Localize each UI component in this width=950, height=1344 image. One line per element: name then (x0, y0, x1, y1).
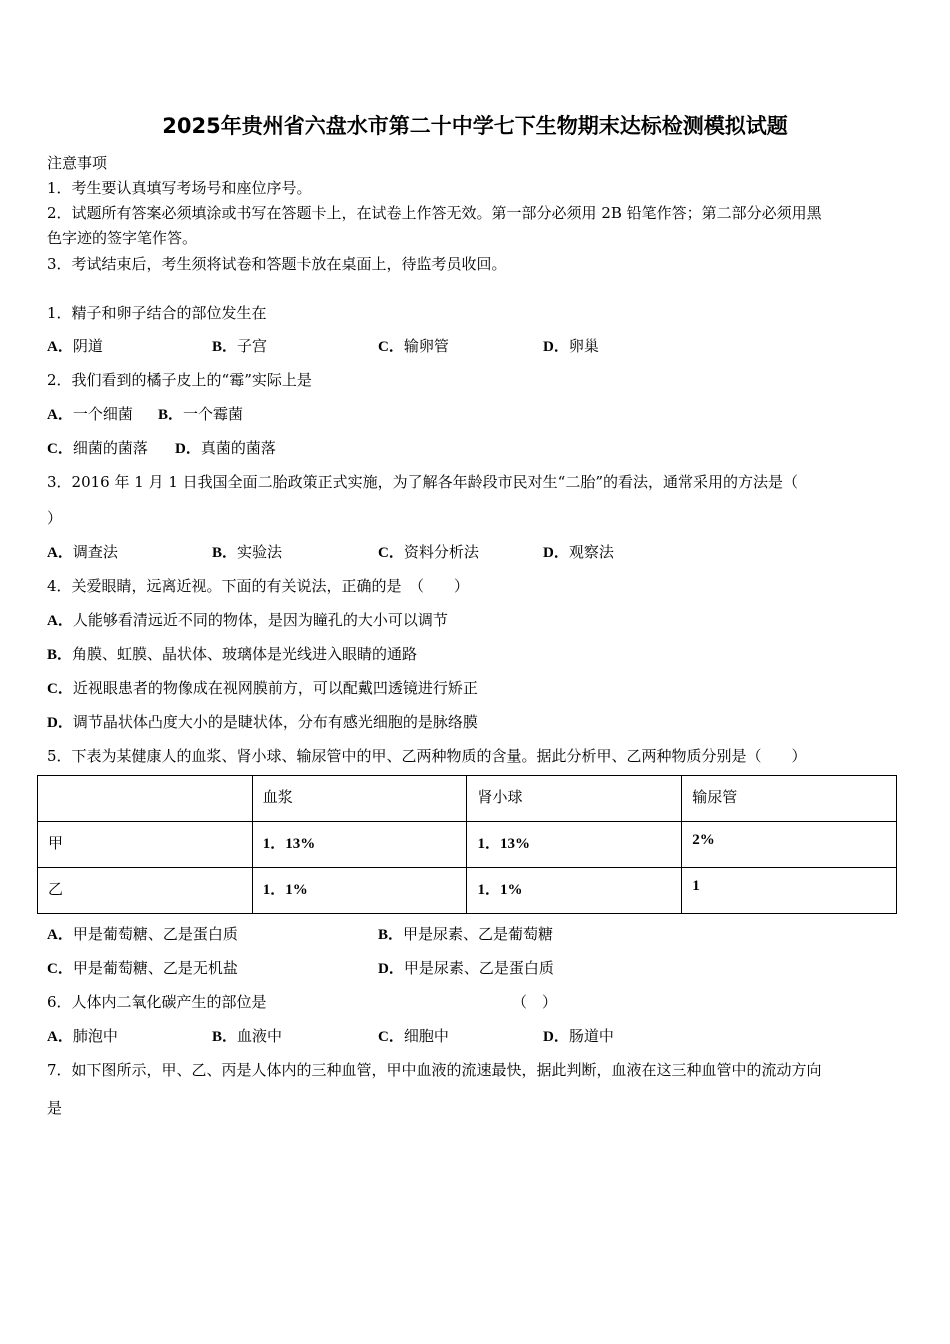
question-6-answer-blank: （ ） (512, 993, 558, 1011)
option-text: 真菌的菌落 (200, 439, 276, 457)
page-title: 2025年贵州省六盘水市第二十中学七下生物期末达标检测模拟试题 (162, 114, 788, 138)
q6-option-b[interactable] (212, 1025, 282, 1046)
option-text: 子宫 (237, 337, 268, 355)
table-header-cell (38, 776, 253, 822)
q2-option-a[interactable] (47, 403, 133, 424)
table-cell: 1．1% (252, 868, 467, 914)
table-row (38, 868, 897, 914)
question-3-stem: 3．2016 年 1 月 1 日我国全面二胎政策正式实施，为了解各年龄段市民对生“二胎”的看法，通常采用的方法是（ (47, 473, 798, 491)
q3-option-d[interactable] (543, 541, 614, 562)
notice-item: 1．考生要认真填写考场号和座位序号。 (47, 179, 312, 197)
question-4-stem: 4．关爱眼睛，远离近视。下面的有关说法，正确的是 （ ） (47, 577, 470, 595)
q5-option-d[interactable] (378, 957, 554, 978)
option-letter: B． (212, 1029, 238, 1045)
option-text: 人能够看清远近不同的物体，是因为瞳孔的大小可以调节 (72, 611, 448, 629)
option-text: 细菌的菌落 (72, 439, 148, 457)
notice-heading: 注意事项 (47, 154, 108, 172)
question-7-stem-end: 是 (47, 1099, 63, 1117)
question-1-stem: 1．精子和卵子结合的部位发生在 (47, 304, 267, 322)
q4-option-d[interactable] (47, 711, 478, 732)
table-cell: 2% (682, 822, 897, 868)
option-text: 实验法 (237, 543, 283, 561)
option-letter: B． (212, 545, 238, 561)
table-cell: 1．1% (467, 868, 682, 914)
option-letter: D． (543, 545, 569, 561)
option-text: 肠道中 (568, 1027, 614, 1045)
option-text: 细胞中 (403, 1027, 449, 1045)
q1-option-c[interactable] (378, 335, 449, 356)
q5-option-c[interactable] (47, 957, 238, 978)
table-cell: 1．13% (252, 822, 467, 868)
option-text: 一个细菌 (72, 405, 133, 423)
option-letter: A． (47, 927, 73, 943)
q5-option-a[interactable] (47, 923, 238, 944)
table-cell: 1．13% (467, 822, 682, 868)
option-text: 肺泡中 (72, 1027, 118, 1045)
option-text: 甲是葡萄糖、乙是无机盐 (72, 959, 238, 977)
option-text: 角膜、虹膜、晶状体、玻璃体是光线进入眼睛的通路 (72, 645, 418, 663)
data-table (37, 775, 897, 914)
option-letter: C． (378, 545, 404, 561)
q4-option-a[interactable] (47, 609, 448, 630)
question-2-stem: 2．我们看到的橘子皮上的“霉”实际上是 (47, 371, 312, 389)
q6-option-a[interactable] (47, 1025, 118, 1046)
table-cell: 乙 (38, 868, 253, 914)
question-5-stem: 5．下表为某健康人的血浆、肾小球、输尿管中的甲、乙两种物质的含量。据此分析甲、乙两种物质分别是（ ） (47, 747, 807, 765)
option-letter: C． (47, 681, 73, 697)
q3-option-b[interactable] (212, 541, 282, 562)
option-letter: A． (47, 613, 73, 629)
option-text: 调节晶状体凸度大小的是睫状体，分布有感光细胞的是脉络膜 (72, 713, 478, 731)
q6-option-c[interactable] (378, 1025, 449, 1046)
q2-option-b[interactable] (158, 403, 243, 424)
option-letter: A． (47, 407, 73, 423)
option-text: 甲是葡萄糖、乙是蛋白质 (72, 925, 238, 943)
option-letter: C． (378, 1029, 404, 1045)
notice-item: 3．考试结束后，考生须将试卷和答题卡放在桌面上，待监考员收回。 (47, 255, 507, 273)
option-text: 阴道 (72, 337, 103, 355)
option-letter: C． (47, 441, 73, 457)
option-letter: B． (212, 339, 238, 355)
option-text: 资料分析法 (403, 543, 479, 561)
option-letter: D． (378, 961, 404, 977)
option-letter: D． (543, 339, 569, 355)
option-text: 输卵管 (403, 337, 449, 355)
q2-option-c[interactable] (47, 437, 148, 458)
option-text: 近视眼患者的物像成在视网膜前方，可以配戴凹透镜进行矫正 (72, 679, 478, 697)
option-letter: A． (47, 545, 73, 561)
q3-option-a[interactable] (47, 541, 118, 562)
notice-item: 2．试题所有答案必须填涂或书写在答题卡上，在试卷上作答无效。第一部分必须用 2B 铅笔作答；第二部分必须用黑 (47, 204, 822, 222)
table-header-cell: 血浆 (252, 776, 467, 822)
q4-option-b[interactable] (47, 643, 417, 664)
notice-item: 色字迹的签字笔作答。 (47, 229, 198, 247)
option-text: 调查法 (72, 543, 118, 561)
question-7-stem: 7．如下图所示，甲、乙、丙是人体内的三种血管，甲中血液的流速最快，据此判断，血液在这三种血管中的流动方向 (47, 1061, 822, 1079)
table-cell: 甲 (38, 822, 253, 868)
option-letter: B． (47, 647, 73, 663)
option-text: 卵巢 (568, 337, 599, 355)
option-text: 一个霉菌 (183, 405, 244, 423)
option-letter: A． (47, 1029, 73, 1045)
option-letter: D． (175, 441, 201, 457)
option-letter: C． (47, 961, 73, 977)
table-row (38, 822, 897, 868)
q6-option-d[interactable] (543, 1025, 614, 1046)
option-text: 血液中 (237, 1027, 283, 1045)
q1-option-d[interactable] (543, 335, 599, 356)
q1-option-a[interactable] (47, 335, 103, 356)
option-text: 观察法 (568, 543, 614, 561)
q3-option-c[interactable] (378, 541, 479, 562)
table-cell: 1 (682, 868, 897, 914)
option-letter: C． (378, 339, 404, 355)
option-letter: D． (543, 1029, 569, 1045)
table-header-row (38, 776, 897, 822)
question-6-stem: 6．人体内二氧化碳产生的部位是 (47, 993, 267, 1011)
q5-option-b[interactable] (378, 923, 553, 944)
table-header-cell: 输尿管 (682, 776, 897, 822)
option-letter: D． (47, 715, 73, 731)
option-letter: B． (378, 927, 404, 943)
option-text: 甲是尿素、乙是蛋白质 (403, 959, 554, 977)
table-header-cell: 肾小球 (467, 776, 682, 822)
q2-option-d[interactable] (175, 437, 276, 458)
question-3-stem-end: ） (47, 509, 63, 527)
option-letter: A． (47, 339, 73, 355)
option-text: 甲是尿素、乙是葡萄糖 (403, 925, 554, 943)
q1-option-b[interactable] (212, 335, 267, 356)
q4-option-c[interactable] (47, 677, 478, 698)
option-letter: B． (158, 407, 184, 423)
